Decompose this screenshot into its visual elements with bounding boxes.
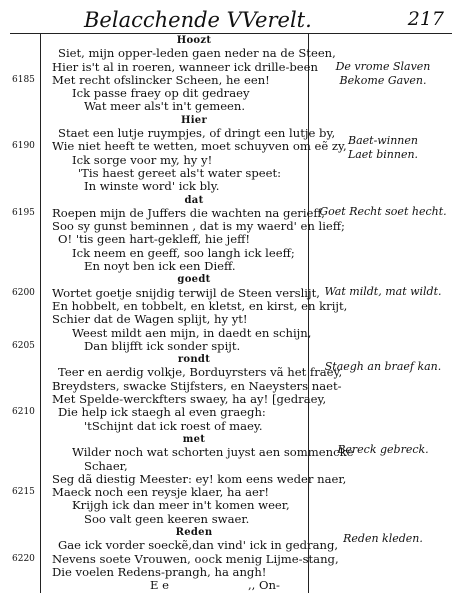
page-number: 217 (407, 8, 444, 30)
speaker-heading: goedt (177, 274, 211, 286)
verse-line (0, 460, 308, 473)
verse-line (0, 139, 347, 154)
verse-text: Ick sorge voor my, hy y! (72, 152, 213, 167)
verse-line (0, 180, 308, 193)
margin-note (312, 205, 454, 219)
verse-line (0, 205, 325, 220)
verse-line (0, 551, 339, 566)
verse-line (0, 219, 345, 234)
margin-note-line: Reden kleden. (343, 532, 423, 545)
verse-line (0, 486, 308, 499)
verse-text: Schier dat de Wagen splijt, hy yt! (52, 312, 248, 327)
verse-text: Roepen mijn de Juffers die wachten na gerieff, (52, 205, 325, 220)
verse-text: 'Tis haest gereet als't water speet: (78, 165, 282, 180)
verse-text: Soo valt geen keeren swaer. (84, 511, 250, 526)
verse-text: Maeck noch een reysje klaer, ha aer! (52, 485, 270, 500)
verse-line (0, 579, 308, 592)
verse-text: Wie niet heeft te wetten, moet schuyven om eẽ zy, (52, 139, 347, 154)
margin-note-line: Goet Recht soet hecht. (319, 205, 447, 218)
verse-text: Krijgh ick dan meer in't komen weer, (72, 498, 290, 513)
verse-line (0, 59, 318, 74)
verse-text: Ick neem en geeff, soo langh ick leeff; (72, 245, 295, 260)
poem-text (0, 34, 354, 593)
verse-line (0, 420, 308, 433)
margin-note-line: Wat mildt, mat wildt. (324, 285, 442, 298)
speaker-heading: Hier (180, 114, 208, 126)
verse-line (0, 538, 339, 553)
line-number: 6205 (12, 340, 35, 351)
verse-text: Weest mildt aen mijn, in daedt en schijn, (72, 325, 312, 340)
verse-text: Staet een lutje ruympjes, of dringt een lutje by, (58, 126, 336, 141)
verse-line (0, 513, 308, 526)
catchword: ,, On- (248, 578, 280, 593)
verse-line (0, 378, 342, 393)
verse-text: En noyt ben ick een Dieff. (84, 259, 236, 274)
verse-text: Seg dã diestig Meester: ey! kom eens weder naer, (52, 471, 347, 486)
speaker-heading: rondt (177, 354, 211, 366)
margin-note-line: Bekome Gaven. (339, 73, 427, 87)
margin-note (312, 360, 454, 374)
verse-line (0, 167, 308, 180)
verse-line (0, 445, 354, 460)
margin-note (312, 60, 454, 87)
verse-text: Schaer, (84, 458, 128, 473)
verse-text: Die help ick staegh al even graegh: (58, 405, 266, 420)
verse-text: Gae ick vorder soeckẽ,dan vind' ick in gedrang, (58, 538, 339, 553)
margin-note-line: Bereck gebreck. (337, 443, 429, 456)
verse-line (0, 566, 308, 579)
verse-text: Met Spelde-werckfters swaey, ha ay! [gedraey, (52, 392, 327, 407)
verse-text: Siet, mijn opper-leden gaen neder na de Steen, (58, 46, 336, 61)
verse-line (0, 499, 308, 512)
verse-line (0, 247, 308, 260)
verse-text: Ick passe fraey op dit gedraey (72, 86, 250, 101)
verse-line (0, 233, 308, 246)
verse-line (0, 365, 343, 380)
line-number: 6215 (12, 487, 35, 498)
speaker-heading: dat (184, 194, 204, 206)
verse-text: O! 'tis geen hart-gekleff, hie jeff! (58, 232, 250, 247)
verse-line (0, 100, 308, 113)
verse-line (0, 471, 347, 486)
verse-line (0, 74, 308, 87)
verse-line (0, 87, 308, 100)
verse-text: Soo sy gunst beminnen , dat is my waerd' en lieff; (52, 219, 345, 234)
verse-line (0, 392, 327, 407)
verse-line (0, 313, 308, 326)
verse-text: In winste word' ick bly. (84, 179, 220, 194)
verse-line (0, 154, 308, 167)
margin-note (312, 285, 454, 299)
verse-line (0, 46, 336, 61)
verse-line (0, 406, 308, 419)
verse-text: Nevens soete Vrouwen, oock menig Lijme-stang, (52, 551, 339, 566)
running-title: Belacchende VVerelt. (84, 8, 312, 32)
verse-text: E e (150, 578, 170, 593)
margin-note (312, 443, 454, 457)
line-number: 6200 (12, 287, 35, 298)
speaker-heading: Reden (175, 526, 213, 538)
line-number: 6195 (12, 207, 35, 218)
verse-text: Hier is't al in roeren, wanneer ick drille-been (52, 59, 318, 74)
verse-text: Dan blijfft ick sonder spijt. (84, 338, 241, 353)
margin-note (312, 134, 454, 161)
verse-line (0, 340, 308, 353)
line-number: 6220 (12, 553, 35, 564)
verse-line (0, 285, 320, 300)
margin-note-line: De vrome Slaven (335, 60, 431, 73)
margin-note-line: Baet-winnen (348, 134, 418, 147)
speaker-heading: met (182, 433, 206, 445)
verse-text: 'tSchijnt dat ick roest of maey. (84, 418, 263, 433)
verse-text: Wat meer als't in't gemeen. (84, 99, 246, 114)
verse-text: En hobbelt, en tobbelt, en kletst, en kirst, en krijt, (52, 298, 348, 313)
verse-line (0, 325, 312, 340)
verse-line (0, 260, 308, 273)
verse-text: Met recht ofslincker Scheen, he een! (52, 72, 270, 87)
verse-line (0, 126, 336, 141)
line-number: 6210 (12, 407, 35, 418)
margin-note-line: Laet binnen. (347, 147, 419, 161)
verse-text: Die voelen Redens-prangh, ha angh! (52, 564, 267, 579)
margin-note-line: Staegh an braef kan. (324, 360, 442, 373)
speaker-heading: Hoozt (176, 35, 212, 46)
margin-note (312, 532, 454, 546)
line-number: 6185 (12, 74, 35, 85)
verse-text: Teer en aerdig volkje, Borduyrsters vã het fraey, (58, 365, 343, 380)
verse-text: Wortet goetje snijdig terwijl de Steen verslijt, (52, 285, 320, 300)
verse-text: Breydsters, swacke Stijfsters, en Naeysters naet- (52, 378, 342, 393)
verse-line (0, 298, 348, 313)
line-number: 6190 (12, 141, 35, 152)
verse-text: Wilder noch wat schorten juyst aen sommencke (72, 445, 354, 460)
